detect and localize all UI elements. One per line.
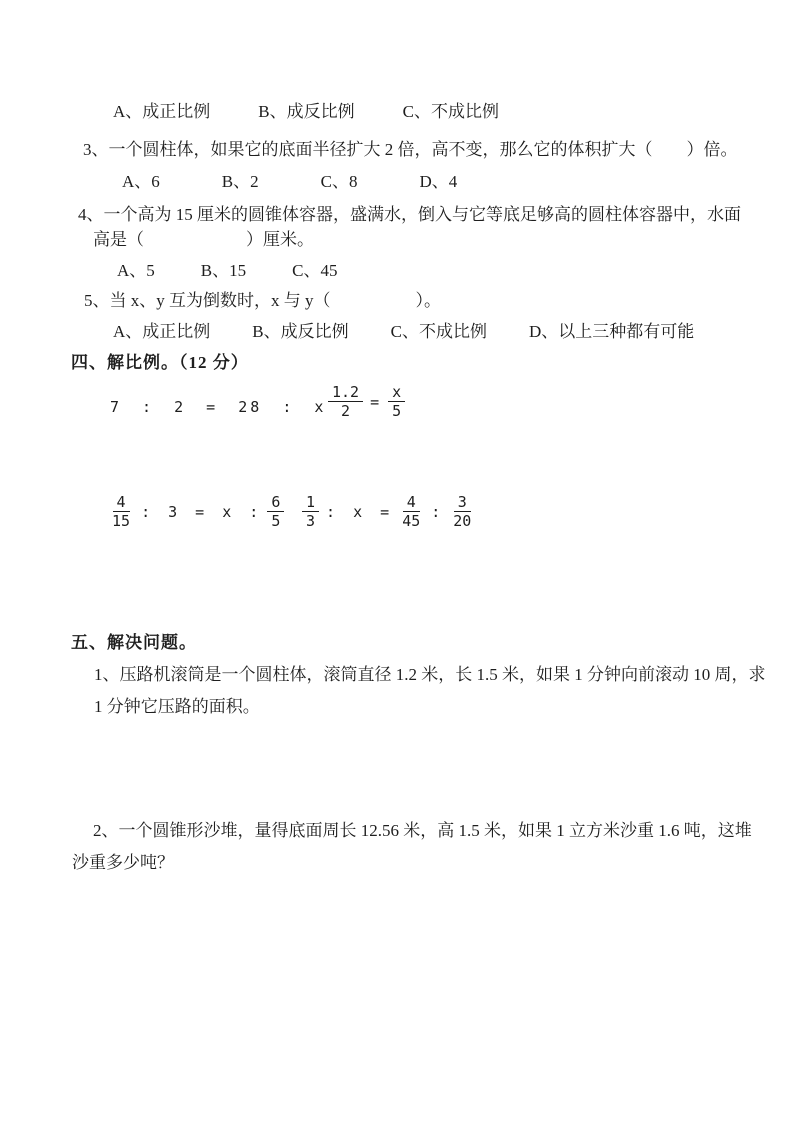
equals-sign: = [370,392,382,411]
option-item: A、6 [122,172,160,191]
fraction-numerator: 4 [113,494,130,512]
fraction [267,494,284,529]
fraction-denominator: 5 [271,512,281,530]
word-problem-1-line-2: 1 分钟它压路的面积。 [94,697,260,716]
fraction-denominator: 3 [306,512,316,530]
option-item: A、5 [117,261,155,280]
fraction [449,494,475,529]
fraction [328,384,363,419]
mc-q5-options-row [113,321,694,343]
fraction [398,494,424,529]
fraction [302,494,319,529]
mc-q3-stem: 3、一个圆柱体，如果它的底面半径扩大 2 倍，高不变，那么它的体积扩大（ ）倍。 [83,140,738,159]
proportion-eq-1: 7 : 2 = 28 : x [110,398,327,416]
section-five-heading: 五、解决问题。 [71,633,197,652]
proportion-eq-2 [328,384,405,419]
fraction-denominator: 20 [453,512,472,530]
option-item: B、成反比例 [252,322,349,341]
option-item: B、成反比例 [258,102,355,121]
mc-q5-stem: 5、当 x、y 互为倒数时，x 与 y（ ）。 [84,291,441,310]
option-item: B、15 [200,261,247,280]
option-item: B、2 [221,172,259,191]
fraction-denominator: 45 [402,512,421,530]
proportion-eq-3 [108,494,284,529]
option-item: C、不成比例 [390,322,487,341]
option-item: C、45 [292,261,338,280]
word-problem-2-line-2: 沙重多少吨？ [72,853,174,872]
fraction-numerator: x [388,384,405,402]
word-problem-1-line-1: 1、压路机滚筒是一个圆柱体，滚筒直径 1.2 米，长 1.5 米，如果 1 分钟向前滚动 10 周，求 [94,665,766,684]
option-item: A、成正比例 [113,322,211,341]
proportion-eq-4 [302,494,475,529]
colon-sign: : [431,502,443,521]
fraction [108,494,134,529]
mc-q3-options-row [122,171,457,193]
fraction-numerator: 4 [403,494,420,512]
fraction-numerator: 6 [267,494,284,512]
mc-prev-question-options-row [113,101,499,123]
fraction-denominator: 2 [341,402,351,420]
word-problem-2-line-1: 2、一个圆锥形沙堆，量得底面周长 12.56 米，高 1.5 米，如果 1 立方米沙重 1.6 吨，这堆 [93,821,752,840]
mc-q4-stem-line-2: 高是（ ）厘米。 [93,230,314,249]
fraction-numerator: 3 [454,494,471,512]
option-item: A、成正比例 [113,102,211,121]
equation-middle-text: : x = [326,502,392,521]
option-item: D、以上三种都有可能 [528,322,695,341]
section-four-heading: 四、解比例。（12 分） [71,353,249,372]
fraction [388,384,405,419]
option-item: D、4 [419,172,458,191]
fraction-numerator: 1 [302,494,319,512]
fraction-denominator: 15 [112,512,131,530]
fraction-denominator: 5 [392,402,402,420]
mc-q4-options-row [117,260,337,282]
fraction-numerator: 1.2 [328,384,363,402]
equation-middle-text: : 3 = x : [141,502,261,521]
mc-q4-stem-line-1: 4、一个高为 15 厘米的圆锥体容器，盛满水，倒入与它等底足够高的圆柱体容器中，水面 [78,205,741,224]
option-item: C、8 [320,172,358,191]
option-item: C、不成比例 [402,102,499,121]
